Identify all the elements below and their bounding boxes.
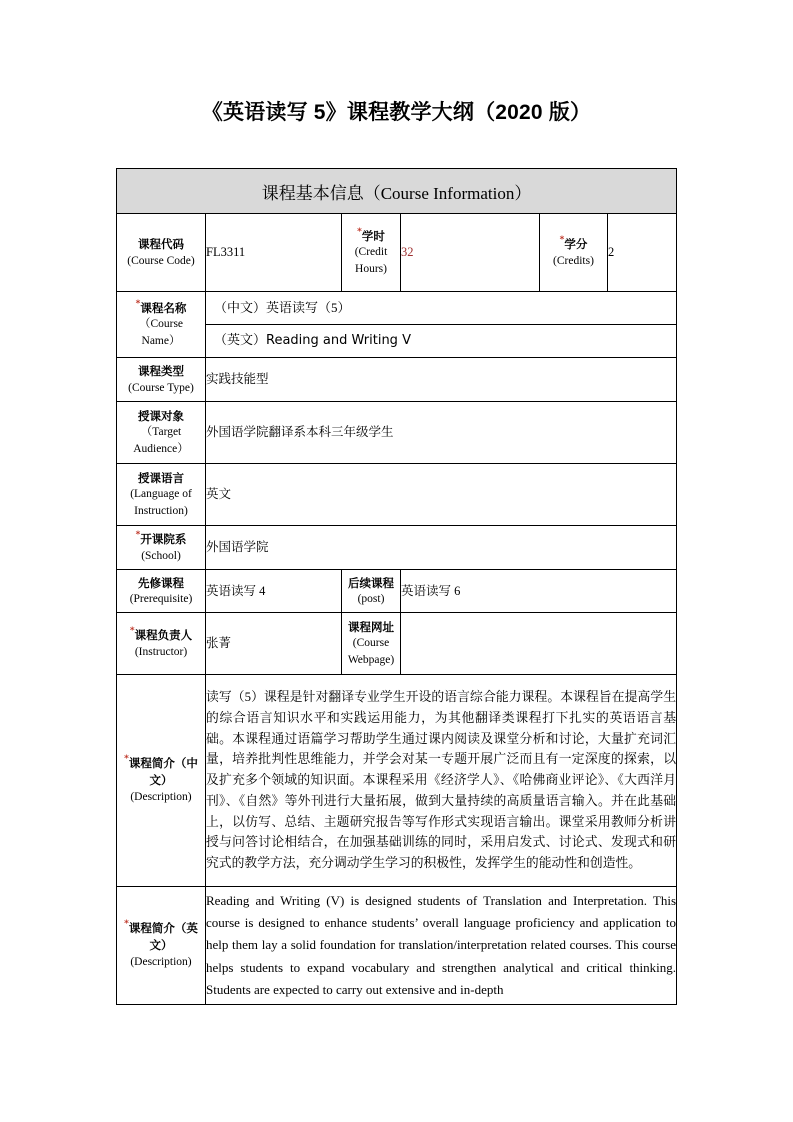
label-language-of-instruction-cn: 授课语言 xyxy=(138,471,184,485)
label-credit-hours-en: (Credit Hours) xyxy=(354,246,388,275)
table-row xyxy=(117,464,677,526)
table-row xyxy=(117,570,677,613)
value-credit-hours: 32 xyxy=(401,214,540,292)
label-course-name xyxy=(117,292,206,358)
required-asterisk-icon: * xyxy=(124,754,129,765)
label-instructor-text: 课程负责人 xyxy=(134,628,193,643)
value-instructor: 张菁 xyxy=(206,613,342,675)
value-language-of-instruction: 英文 xyxy=(206,464,677,526)
label-credits-cn xyxy=(540,236,607,252)
label-course-code-cn: 课程代码 xyxy=(138,237,184,252)
label-post-course-cn: 后续课程 xyxy=(348,575,394,590)
table-row xyxy=(117,526,677,570)
label-description-en-text xyxy=(117,920,205,953)
label-description-en-en: (Description) xyxy=(130,955,192,968)
course-name-cn-value: 英语读写（5） xyxy=(266,300,351,316)
label-prerequisite-cn: 先修课程 xyxy=(138,575,184,590)
label-description-cn-en: (Description) xyxy=(130,790,192,803)
label-school-en: (School) xyxy=(141,549,181,562)
label-course-name-cn xyxy=(117,300,205,316)
label-target-audience xyxy=(117,402,206,464)
required-asterisk-icon: * xyxy=(559,235,565,246)
label-credit-hours-cn xyxy=(342,228,400,244)
label-target-audience-en-2: Audience） xyxy=(133,442,189,455)
label-course-code-en: (Course Code) xyxy=(127,254,195,267)
label-course-webpage-cn: 课程网址 xyxy=(348,620,394,634)
label-description-en-inner: 课程简介（英文） xyxy=(128,921,198,953)
course-name-en-value: Reading and Writing V xyxy=(266,333,411,349)
label-course-webpage-en-1: (Course xyxy=(352,637,390,650)
label-course-name-text: 课程名称 xyxy=(140,301,187,315)
table-row xyxy=(117,214,677,292)
page-bottom-margin xyxy=(0,1014,793,1122)
value-course-name-en xyxy=(206,325,677,358)
label-credits xyxy=(540,214,608,292)
label-school xyxy=(117,526,206,570)
label-course-name-en-2: Name） xyxy=(141,334,181,347)
label-post-course xyxy=(342,570,401,613)
label-credits-text: 学分 xyxy=(564,237,588,252)
value-course-name-cn xyxy=(206,292,677,325)
label-description-cn xyxy=(117,675,206,887)
label-school-cn xyxy=(117,531,205,547)
label-instructor-cn xyxy=(117,627,205,643)
label-course-code xyxy=(117,214,206,292)
course-name-cn-prefix: （中文） xyxy=(214,300,267,316)
label-description-en xyxy=(117,887,206,1005)
description-en-paragraph: Reading and Writing (V) is designed students of Translation and Interpretation. This course is designed to enhance students’ overall language proficiency and application to help them lay a solid foundation for translation/interpretation related courses. This course helps students to expand vocabulary and strengthen analytical and critical thinking. Students are expected to carry out extensive and in-depth xyxy=(206,892,677,998)
label-post-course-en: (post) xyxy=(357,593,385,605)
label-language-of-instruction-en-1: (Language of xyxy=(130,488,192,501)
label-language-of-instruction xyxy=(117,464,206,526)
label-school-text: 开课院系 xyxy=(140,532,187,547)
value-credits: 2 xyxy=(608,214,677,292)
value-course-webpage xyxy=(401,613,677,675)
required-asterisk-icon: * xyxy=(129,626,135,637)
required-asterisk-icon: * xyxy=(357,227,362,237)
label-language-of-instruction-en-2: Instruction) xyxy=(134,504,188,517)
label-course-type-en: (Course Type) xyxy=(128,381,194,394)
label-course-webpage-en-2: Webpage) xyxy=(347,653,395,666)
label-target-audience-en-1: （Target xyxy=(140,426,182,439)
required-asterisk-icon: * xyxy=(135,299,141,309)
value-course-type: 实践技能型 xyxy=(206,358,677,402)
table-row xyxy=(117,402,677,464)
description-cn-paragraph: 读写（5）课程是针对翻译专业学生开设的语言综合能力课程。本课程旨在提高学生的综合语言知识水平和实践运用能力，为其他翻译类课程打下扎实的英语语言基础。本课程通过语篇学习帮助学生通过课内阅读及课堂分析和讨论，大量扩充词汇量，培养批判性思维能力，并学会对某一专题开展广泛而且有一定深度的探索，以及扩充多个领域的知识面。本课程采用《经济学人》、《哈佛商业评论》、《大西洋月刊》、《自然》等外刊进行大量拓展，做到大量持续的高质量语言输入。并在此基础上，以仿写、总结、主题研究报告等写作形式实现语言输出。课堂采用教师分析讲授与问答讨论相结合，在加强基础训练的同时，采用启发式、讨论式、发现式和研究式的教学方法，充分调动学生学习的积极性，发挥学生的能动性和创造性。 xyxy=(206,690,677,871)
course-name-en-prefix: （英文） xyxy=(214,333,267,349)
required-asterisk-icon: * xyxy=(124,919,129,930)
label-instructor xyxy=(117,613,206,675)
table-header-label-en: （Course Information） xyxy=(363,183,532,203)
label-course-type xyxy=(117,358,206,402)
value-post-course: 英语读写 6 xyxy=(401,570,677,613)
table-row xyxy=(117,675,677,887)
table-row xyxy=(117,292,677,325)
table-row xyxy=(117,613,677,675)
label-target-audience-cn: 授课对象 xyxy=(138,409,184,423)
label-course-webpage xyxy=(342,613,401,675)
page-title: 《英语读写 5》课程教学大纲（2020 版） xyxy=(201,101,592,124)
table-row xyxy=(117,887,677,1005)
value-prerequisite: 英语读写 4 xyxy=(206,570,342,613)
label-course-type-cn: 课程类型 xyxy=(138,364,184,379)
label-credits-en: (Credits) xyxy=(553,254,594,267)
table-header-label-cn: 课程基本信息 xyxy=(261,183,364,204)
value-description-en-cell xyxy=(206,887,677,1005)
course-information-table xyxy=(116,168,677,1005)
table-header-cell xyxy=(117,169,677,214)
label-credit-hours xyxy=(342,214,401,292)
label-description-cn-inner: 课程简介（中文） xyxy=(128,756,198,788)
table-header-row xyxy=(117,169,677,214)
required-asterisk-icon: * xyxy=(135,530,141,541)
value-target-audience: 外国语学院翻译系本科三年级学生 xyxy=(206,402,677,464)
label-instructor-en: (Instructor) xyxy=(134,645,188,658)
value-description-cn-cell xyxy=(206,675,677,887)
label-prerequisite xyxy=(117,570,206,613)
value-school: 外国语学院 xyxy=(206,526,677,570)
value-course-code: FL3311 xyxy=(206,214,342,292)
table-row xyxy=(117,358,677,402)
label-description-cn-text xyxy=(117,755,205,788)
label-prerequisite-en: (Prerequisite) xyxy=(129,593,193,605)
label-credit-hours-text: 学时 xyxy=(361,229,385,243)
label-course-name-en-1: （Course xyxy=(138,318,184,331)
